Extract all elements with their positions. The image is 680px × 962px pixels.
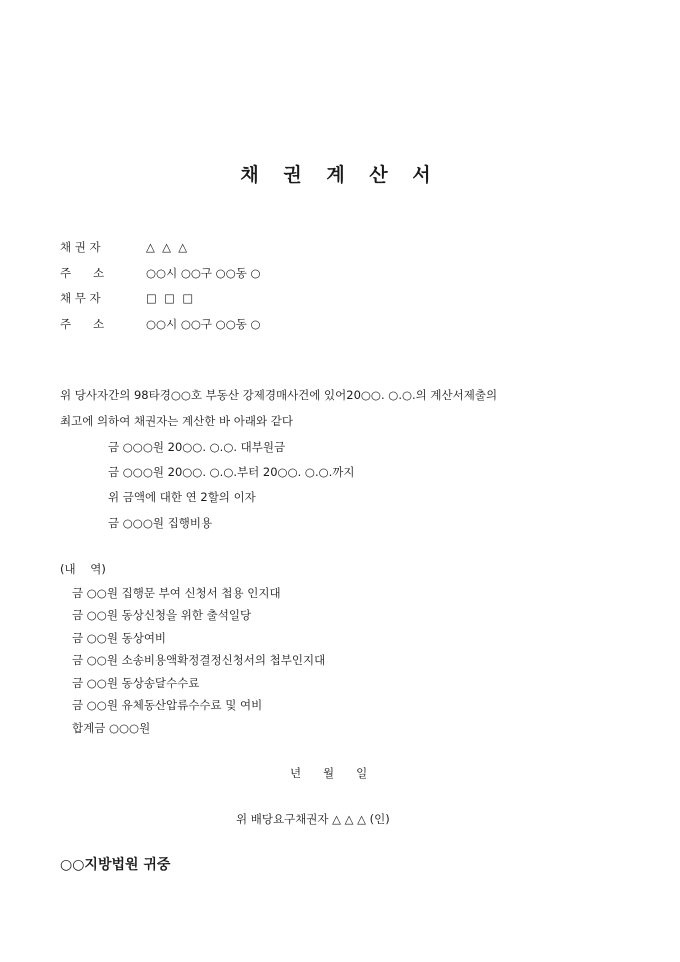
breakdown-heading: (내 역)	[60, 562, 106, 576]
debtor-row	[60, 291, 193, 305]
creditor-label: 채 권 자	[60, 240, 101, 254]
debtor-name: □ □ □	[146, 291, 194, 305]
court-addressee: ○○지방법원 귀중	[60, 857, 171, 873]
breakdown-total: 합계금 ○○○원	[72, 721, 151, 735]
claim-enforcement-cost: 금 ○○○원 집행비용	[108, 516, 213, 530]
breakdown-item: 금 ○○원 동상신청을 위한 출석일당	[72, 608, 252, 622]
breakdown-item: 금 ○○원 동상송달수수료	[72, 676, 200, 690]
claim-interest: 위 금액에 대한 연 2할의 이자	[108, 490, 256, 504]
document-title: 채 권 계 산 서	[240, 164, 440, 186]
breakdown-item: 금 ○○원 동상여비	[72, 631, 167, 645]
intro-line-1: 위 당사자간의 98타경○○호 부동산 강제경매사건에 있어20○○. ○.○.의 계산서제출의	[60, 388, 498, 402]
creditor-address-label: 주 소	[60, 266, 105, 280]
debtor-address-label: 주 소	[60, 317, 105, 331]
debtor-label: 채 무 자	[60, 291, 101, 305]
debtor-address: ○○시 ○○구 ○○동 ○	[146, 317, 261, 331]
creditor-address: ○○시 ○○구 ○○동 ○	[146, 266, 261, 280]
breakdown-item: 금 ○○원 집행문 부여 신청서 첩용 인지대	[72, 586, 281, 600]
breakdown-item: 금 ○○원 소송비용액확정결정신청서의 첩부인지대	[72, 653, 326, 667]
creditor-name: △ △ △	[146, 240, 188, 254]
claim-period: 금 ○○○원 20○○. ○.○.부터 20○○. ○.○.까지	[108, 465, 355, 479]
intro-line-2: 최고에 의하여 채권자는 계산한 바 아래와 같다	[60, 414, 294, 428]
debtor-address-row	[60, 317, 261, 331]
date-line: 년 월 일	[290, 766, 368, 780]
claim-principal: 금 ○○○원 20○○. ○.○. 대부원금	[108, 440, 286, 454]
signature-line: 위 배당요구채권자 △ △ △ (인)	[236, 812, 390, 826]
breakdown-item: 금 ○○원 유체동산압류수수료 및 여비	[72, 698, 263, 712]
creditor-row	[60, 240, 187, 254]
creditor-address-row	[60, 266, 261, 280]
